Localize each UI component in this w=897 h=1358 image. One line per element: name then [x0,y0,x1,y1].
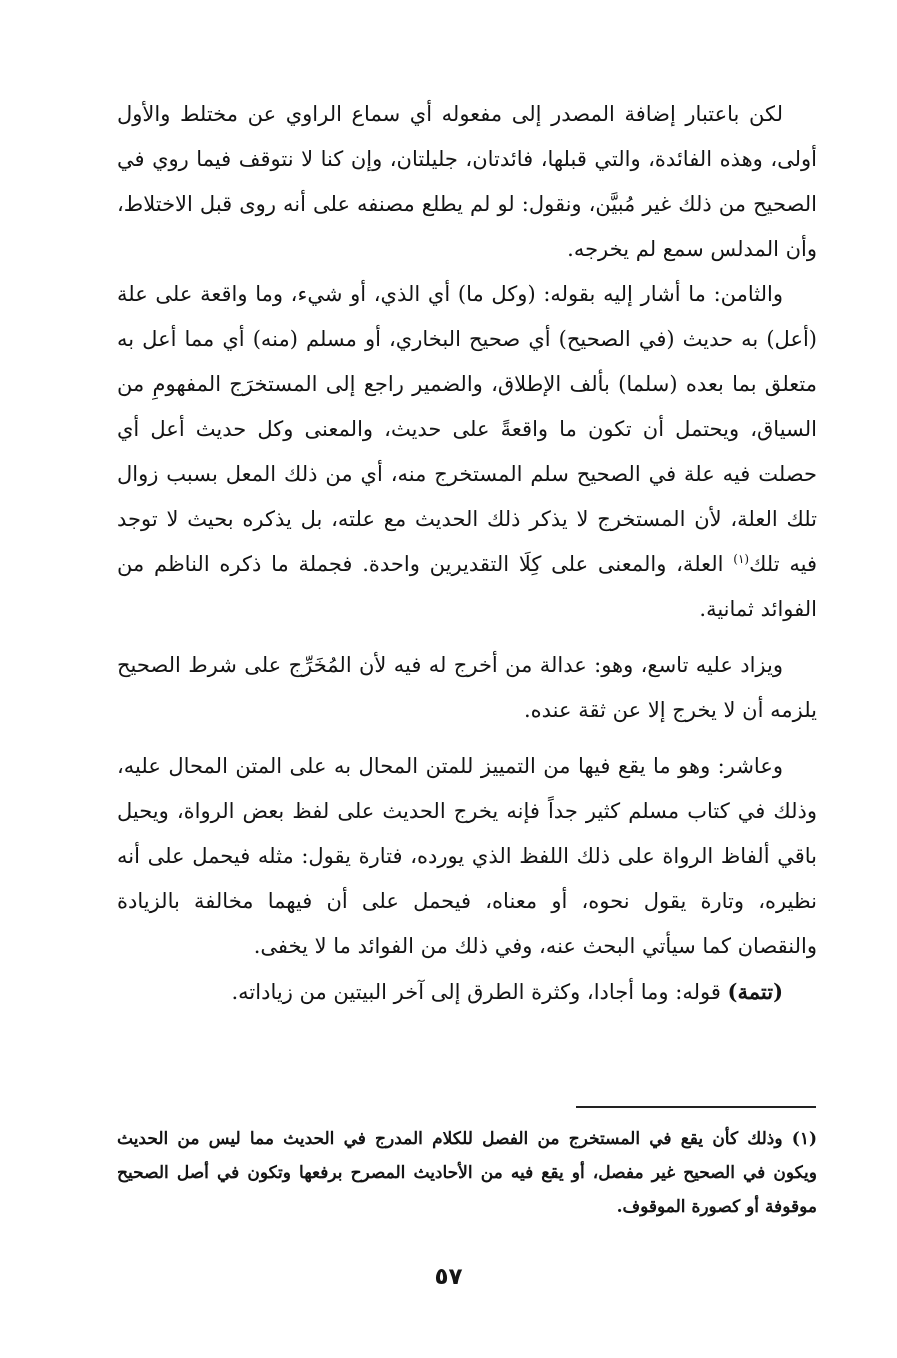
main-text [117,92,817,1015]
footnote-divider [576,1106,816,1108]
paragraph-5-text: قوله: وما أجادا، وكثرة الطرق إلى آخر البيتين من زياداته. [231,980,728,1004]
footnote-reference: (١) [733,552,750,566]
paragraph-2-text: والثامن: ما أشار إليه بقوله: (وكل ما) أي الذي، أو شيء، وما واقعة على علة (أعل) به حديث (في الصحيح) أي صحيح البخاري، أو مسلم (منه) أي مما أعل به متعلق بما بعده (سلما) بألف الإطلاق، والضمير راجع إلى المستخرَج المفهومِ من السياق، ويحتمل أن تكون ما واقعةً على حديث، والمعنى وكل حديث أعل أي حصلت فيه علة في الصحيح سلم المستخرج منه، أي من ذلك المعل بسبب زوال تلك العلة، لأن المستخرج لا يذكر ذلك الحديث مع علته، بل يذكره بحيث لا توجد فيه تلك [117,282,817,576]
paragraph-3: ويزاد عليه تاسع، وهو: عدالة من أخرج له فيه لأن المُخَرِّج على شرط الصحيح يلزمه أن لا يخرج إلا عن ثقة عنده. [117,653,817,722]
page-number: ٥٧ [434,1264,463,1290]
paragraph-2 [117,272,817,632]
paragraph-4: وعاشر: وهو ما يقع فيها من التمييز للمتن المحال به على المتن المحال عليه، وذلك في كتاب مسلم كثير جداً فإنه يخرج الحديث على لفظ بعض الرواة، ويحيل باقي ألفاظ الرواة على ذلك اللفظ الذي يورده، فتارة يقول: مثله فيحمل على أنه نظيره، وتارة يقول نحوه، أو معناه، فيحمل على أن فيهما مخالفة بالزيادة والنقصان كما سيأتي البحث عنه، وفي ذلك من الفوائد ما لا يخفى. [117,754,817,958]
footnote-1: (١) وذلك كأن يقع في المستخرج من الفصل للكلام المدرج في الحديث مما ليس من الحديث ويكون في الصحيح غير مفصل، أو يقع فيه من الأحاديث المصرح برفعها وتكون في أصل الصحيح موقوفة أو كصورة الموقوف. [117,1129,817,1217]
paragraph-1: لكن باعتبار إضافة المصدر إلى مفعوله أي سماع الراوي عن مختلط والأول أولى، وهذه الفائدة، والتي قبلها، فائدتان، جليلتان، وإن كنا لا نتوقف فيما روي في الصحيح من ذلك غير مُبيَّن، ونقول: لو لم يطلع مصنفه على أنه روى قبل الاختلاط، وأن المدلس سمع لم يخرجه. [117,102,817,261]
footnotes [117,1122,817,1224]
paragraph-2-text-end: العلة، والمعنى على كِلَا التقديرين واحدة. فجملة ما ذكره الناظم من الفوائد ثمانية. [117,552,817,621]
paragraph-5 [117,969,817,1015]
tatimma-label: (تتمة) [727,979,783,1004]
